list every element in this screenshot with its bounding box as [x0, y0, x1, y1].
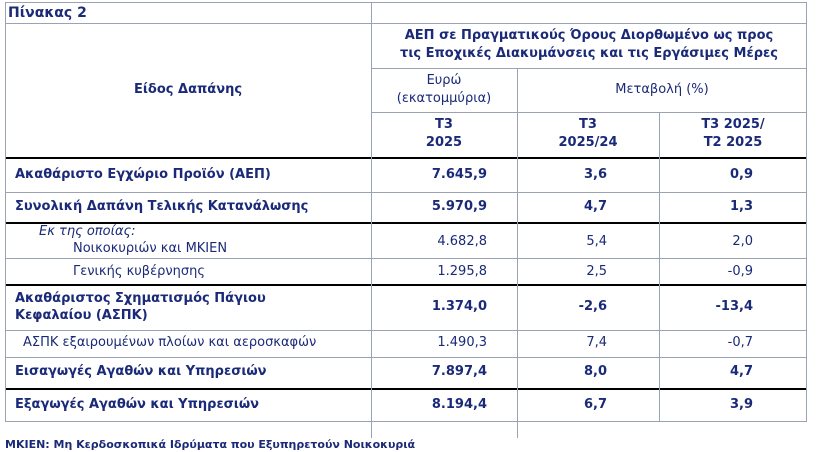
- cell-level: 1.374,0: [431, 299, 487, 314]
- cell-yoy: -2,6: [578, 299, 607, 314]
- col-yoy-line2: 2025/24: [558, 135, 618, 150]
- cell-level: 5.970,9: [431, 199, 487, 214]
- row-prefix-of-which: Εκ της οποίας:: [39, 224, 136, 239]
- cell-yoy: 4,7: [583, 199, 607, 214]
- footnote: [5, 438, 415, 451]
- title-row-divider: [5, 23, 807, 24]
- cell-yoy: 3,6: [583, 167, 607, 182]
- cell-qoq: 0,9: [729, 167, 753, 182]
- row-divider-thick: [5, 388, 807, 390]
- table-border-top: [5, 2, 807, 3]
- cell-level: 7.645,9: [431, 167, 487, 182]
- col-qoq-line1: Τ3 2025/: [701, 117, 765, 132]
- row-divider: [5, 192, 807, 193]
- row-label-gdp: Ακαθάριστο Εγχώριο Προϊόν (ΑΕΠ): [15, 167, 271, 182]
- row-label-gfcf-line2: Κεφαλαίου (ΑΣΠΚ): [15, 308, 148, 323]
- subheader-divider: [371, 112, 807, 113]
- cell-qoq: 1,3: [729, 199, 753, 214]
- cell-qoq: 3,9: [729, 397, 753, 412]
- row-divider: [5, 258, 807, 259]
- euro-header-line1: Ευρώ: [426, 73, 462, 88]
- cell-qoq: 4,7: [729, 364, 753, 379]
- cell-qoq: -0,7: [727, 335, 753, 350]
- cell-yoy: 5,4: [586, 234, 607, 249]
- table-border-left: [5, 2, 6, 421]
- col-level-line2: 2025: [425, 135, 463, 150]
- group-header-line1: ΑΕΠ σε Πραγματικούς Όρους Διορθωμένο ως προς: [404, 28, 774, 43]
- col-qoq-line2: Τ2 2025: [703, 135, 763, 150]
- table-title: Πίνακας 2: [8, 5, 87, 21]
- cell-yoy: 8,0: [583, 364, 607, 379]
- euro-header-line2: (εκατομμύρια): [396, 91, 492, 106]
- cell-level: 4.682,8: [437, 234, 487, 249]
- col-yoy-line1: Τ3: [579, 117, 597, 132]
- group-header-divider: [371, 68, 807, 69]
- cell-level: 1.490,3: [437, 335, 487, 350]
- cell-yoy: 2,5: [586, 264, 607, 279]
- footnote-text: ΜΚΙΕΝ: Μη Κερδοσκοπικά Ιδρύματα που Εξυπηρετούν Νοικοκυριά: [5, 438, 416, 451]
- row-divider: [5, 357, 807, 358]
- cell-qoq: 2,0: [732, 234, 753, 249]
- row-label-final-consumption: Συνολική Δαπάνη Τελικής Κατανάλωσης: [15, 199, 309, 214]
- cell-qoq: -0,9: [727, 264, 753, 279]
- row-label-gfcf-excl-ships: ΑΣΠΚ εξαιρουμένων πλοίων και αεροσκαφών: [23, 335, 317, 350]
- col-level-line1: Τ3: [435, 117, 453, 132]
- cell-qoq: -13,4: [715, 299, 753, 314]
- header-bottom-rule: [5, 157, 807, 159]
- row-header-label: Είδος Δαπάνης: [133, 82, 243, 97]
- group-header-line2: τις Εποχικές Διακυμάνσεις και τις Εργάσιμες Μέρες: [400, 46, 778, 61]
- table-border-right: [806, 2, 807, 421]
- cell-yoy: 7,4: [586, 335, 607, 350]
- row-label-general-government: Γενικής κυβέρνησης: [73, 264, 205, 279]
- row-divider: [5, 330, 807, 331]
- table-border-bottom: [5, 421, 807, 422]
- row-label-gfcf-line1: Ακαθάριστος Σχηματισμός Πάγιου: [15, 291, 266, 306]
- cell-level: 1.295,8: [437, 264, 487, 279]
- row-label-households: Νοικοκυριών και ΜΚΙΕΝ: [73, 241, 228, 256]
- cell-level: 8.194,4: [431, 397, 487, 412]
- row-label-imports: Εισαγωγές Αγαθών και Υπηρεσιών: [15, 364, 267, 379]
- cell-level: 7.897,4: [431, 364, 487, 379]
- change-header: Μεταβολή (%): [615, 82, 709, 97]
- cell-yoy: 6,7: [583, 397, 607, 412]
- row-divider-thick: [5, 284, 807, 286]
- row-label-exports: Εξαγωγές Αγαθών και Υπηρεσιών: [15, 397, 260, 412]
